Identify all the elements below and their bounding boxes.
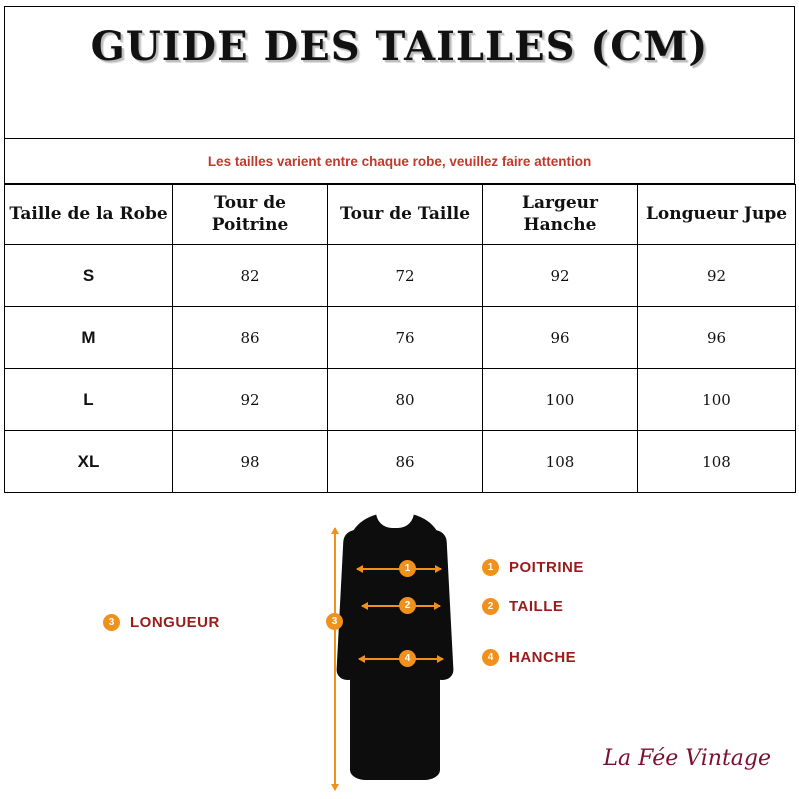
cell-bust: 82: [173, 245, 328, 307]
marker-4-hip: 4: [399, 650, 416, 667]
column-header-hip: Largeur Hanche: [483, 185, 638, 245]
legend-item-poitrine: [482, 559, 584, 576]
cell-hip: 100: [483, 369, 638, 431]
page-title: GUIDE DES TAILLES (CM): [90, 23, 709, 70]
cell-size: S: [5, 245, 173, 307]
cell-length: 92: [638, 245, 796, 307]
legend-label-poitrine: POITRINE: [509, 559, 584, 576]
legend-label-hanche: HANCHE: [509, 649, 577, 666]
column-header-size: Taille de la Robe: [5, 185, 173, 245]
legend-item-hanche: [482, 649, 576, 666]
cell-length: 108: [638, 431, 796, 493]
cell-waist: 80: [328, 369, 483, 431]
brand-wordmark: La Fée Vintage: [603, 746, 771, 771]
table-row: [5, 431, 796, 493]
legend-label-longueur: LONGUEUR: [130, 614, 220, 631]
marker-2-waist: 2: [399, 597, 416, 614]
note-band: [4, 138, 795, 184]
legend-item-longueur: [103, 614, 220, 631]
legend-dot-4: 4: [482, 649, 499, 666]
cell-bust: 98: [173, 431, 328, 493]
marker-3-length: 3: [326, 613, 343, 630]
legend-dot-3: 3: [103, 614, 120, 631]
dress-skirt: [356, 662, 436, 780]
size-table: [4, 184, 796, 493]
cell-size: L: [5, 369, 173, 431]
cell-size: M: [5, 307, 173, 369]
table-header-row: [5, 185, 796, 245]
legend-label-taille: TAILLE: [509, 598, 564, 615]
legend-dot-2: 2: [482, 598, 499, 615]
cell-waist: 76: [328, 307, 483, 369]
cell-length: 96: [638, 307, 796, 369]
cell-bust: 92: [173, 369, 328, 431]
title-band: [4, 6, 795, 138]
cell-hip: 96: [483, 307, 638, 369]
cell-waist: 72: [328, 245, 483, 307]
cell-waist: 86: [328, 431, 483, 493]
table-row: [5, 369, 796, 431]
column-header-waist: Tour de Taille: [328, 185, 483, 245]
table-row: [5, 245, 796, 307]
length-arrow: [334, 528, 336, 790]
legend-dot-1: 1: [482, 559, 499, 576]
cell-bust: 86: [173, 307, 328, 369]
marker-1-bust: 1: [399, 560, 416, 577]
cell-size: XL: [5, 431, 173, 493]
column-header-bust: Tour de Poitrine: [173, 185, 328, 245]
column-header-length: Longueur Jupe: [638, 185, 796, 245]
measurement-diagram: [0, 502, 799, 799]
size-warning-note: Les tailles varient entre chaque robe, veuillez faire attention: [207, 153, 592, 169]
legend-item-taille: [482, 598, 563, 615]
dress-illustration-icon: [334, 512, 456, 780]
cell-length: 100: [638, 369, 796, 431]
cell-hip: 92: [483, 245, 638, 307]
table-row: [5, 307, 796, 369]
cell-hip: 108: [483, 431, 638, 493]
